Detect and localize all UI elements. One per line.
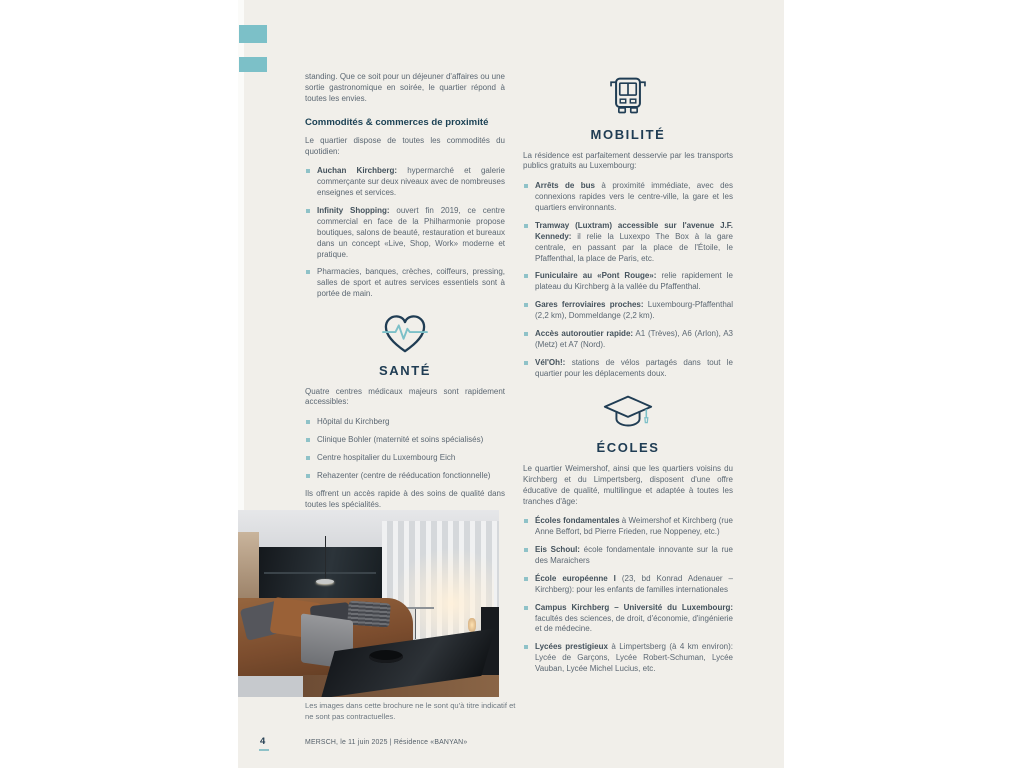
photo-shelf-line <box>264 572 376 574</box>
bullet-square-icon <box>306 438 310 442</box>
sante-title: SANTÉ <box>378 362 432 378</box>
list-item-text: ouvert fin 2019, ce centre commercial en face de la Philharmonie propose boutiques, salons de beauté, restauration et bureaux dans un concept «Live, Shop, Work» moderne et pratique. <box>317 206 506 259</box>
list-item-text: Hôpital du Kirchberg <box>317 417 390 427</box>
list-item-bold: Arrêts de bus <box>535 181 595 191</box>
list-item-text: école fondamentale innovante sur la rue des Maraichers <box>535 545 734 566</box>
sante-section-header <box>305 313 505 380</box>
list-item <box>305 453 505 464</box>
bullet-square-icon <box>524 548 528 552</box>
graduation-cap-icon <box>601 392 655 432</box>
list-item-text: Pharmacies, banques, crèches, coiffeurs, pressing, salles de sport et autres services essentiels sont à portée de main. <box>317 267 505 299</box>
footer-text: MERSCH, le 11 juin 2025 | Résidence «BANYAN» <box>305 739 468 746</box>
commodites-lead: Le quartier dispose de toutes les commodités du quotidien: <box>305 135 505 156</box>
bullet-square-icon <box>306 209 310 213</box>
page-edge-strip <box>238 0 244 510</box>
mobilite-lead: La résidence est parfaitement desservie par les transports publics gratuits au Luxembourg: <box>523 150 733 171</box>
ecoles-lead: Le quartier Weimershof, ainsi que les quartiers voisins du Kirchberg et du Limpertsberg, disposent d'une offre éducative de qualité, multilingue et adaptée à toutes les tranches d'âge: <box>523 463 733 506</box>
list-item-text: (23, bd Konrad Adenauer – Kirchberg): pour les enfants de familles internationales <box>535 573 734 594</box>
bullet-square-icon <box>524 645 528 649</box>
list-item-bold: Vél'Oh!: <box>535 357 566 367</box>
ecoles-section-header <box>523 392 733 457</box>
list-item <box>523 329 733 351</box>
list-item-bold: Infinity Shopping: <box>317 206 390 216</box>
list-item-text: à Weimershof et Kirchberg (rue Anne Beffort, bd Pierre Frieden, rue Noppeney, etc.) <box>535 516 733 537</box>
list-item-bold: Accès autoroutier rapide: <box>535 328 634 338</box>
heart-pulse-icon <box>382 313 428 355</box>
photo-bowl <box>369 650 403 663</box>
brochure-page <box>238 0 784 768</box>
list-item-text: stations de vélos partagés dans tout le quartier pour les déplacements doux. <box>535 357 733 378</box>
list-item-text: Clinique Bohler (maternité et soins spécialisés) <box>317 435 484 445</box>
bullet-square-icon <box>306 420 310 424</box>
page-number: 4 <box>260 736 266 747</box>
bullet-square-icon <box>306 456 310 460</box>
list-item <box>523 358 733 380</box>
list-item <box>305 166 505 199</box>
photo-cushion <box>347 600 390 627</box>
photo-caption: Les images dans cette brochure ne le sont qu'à titre indicatif et ne sont pas contractuelles. <box>305 701 516 721</box>
list-item <box>523 545 733 567</box>
right-column <box>523 60 733 682</box>
list-item <box>305 471 505 482</box>
interior-photo <box>238 510 499 697</box>
mobilite-title: MOBILITÉ <box>590 126 666 142</box>
list-item-text: hypermarché et galerie commerçante sur deux niveaux avec de nombreuses enseignes et services. <box>317 166 505 198</box>
list-item-bold: Auchan Kirchberg: <box>317 166 397 176</box>
commodites-heading: Commodités & commerces de proximité <box>305 116 489 128</box>
bus-icon <box>606 73 650 119</box>
list-item-text: Rehazenter (centre de rééducation fonctionnelle) <box>317 470 491 480</box>
bullet-square-icon <box>524 519 528 523</box>
list-item-bold: Campus Kirchberg – Université du Luxembourg: <box>535 602 733 612</box>
sante-list <box>305 417 505 482</box>
list-item-bold: Tramway (Luxtram) accessible sur l'avenue J.F. Kennedy: <box>535 220 733 241</box>
list-item-text: A1 (Trèves), A6 (Arlon), A3 (Metz) et A7 (Nord). <box>535 328 733 349</box>
list-item <box>523 516 733 538</box>
sante-outro: Ils offrent un accès rapide à des soins de qualité dans toutes les spécialités. <box>305 488 505 509</box>
bullet-square-icon <box>524 606 528 610</box>
list-item-text: à Limpertsberg (à 4 km environ): Lycée de Garçons, Lycée Robert-Schuman, Lycée Vauban, Lycée Michel Lucius, etc. <box>535 642 733 674</box>
bullet-square-icon <box>524 303 528 307</box>
list-item-bold: Gares ferroviaires proches: <box>535 300 644 310</box>
list-item <box>523 574 733 596</box>
list-item-bold: Eis Schoul: <box>535 545 580 555</box>
list-item <box>305 206 505 260</box>
list-item-bold: Funiculaire au «Pont Rouge»: <box>535 271 657 281</box>
ecoles-title: ÉCOLES <box>596 440 660 456</box>
decorative-teal-square-2 <box>239 57 267 72</box>
list-item-text: il relie la Luxexpo The Box à la gare centrale, en passant par la place de l'Étoile, le Pfaffenthal, la place de Paris, etc. <box>535 231 733 263</box>
bullet-square-icon <box>306 474 310 478</box>
list-item-bold: Écoles fondamentales <box>535 516 620 526</box>
intro-paragraph: standing. Que ce soit pour un déjeuner d'affaires ou une sortie gastronomique en soirée, le quartier répond à toutes les envies. <box>305 72 505 103</box>
list-item-bold: Lycées prestigieux <box>535 642 608 652</box>
photo-side-table-leg <box>415 609 416 639</box>
left-column <box>305 72 505 520</box>
list-item-text: Luxembourg-Pfaffenthal (2,2 km), Dommeldange (2,2 km). <box>535 300 734 321</box>
list-item <box>523 603 733 636</box>
list-item <box>523 181 733 214</box>
list-item-text: Centre hospitalier du Luxembourg Eich <box>317 453 456 463</box>
list-item-text: à proximité immédiate, avec des connexions rapides vers le centre-ville, la gare et les quartiers environnants. <box>535 181 733 213</box>
bullet-square-icon <box>524 361 528 365</box>
bullet-square-icon <box>306 169 310 173</box>
list-item-text: facultés des sciences, de droit, d'économie, d'ingénierie et de médecine. <box>535 613 733 634</box>
list-item <box>523 642 733 675</box>
bullet-square-icon <box>306 270 310 274</box>
list-item <box>523 221 733 265</box>
decorative-teal-square-1 <box>239 25 267 43</box>
commodites-list <box>305 166 505 300</box>
bullet-square-icon <box>524 577 528 581</box>
list-item <box>305 435 505 446</box>
page-number-underline <box>259 749 269 751</box>
list-item-bold: École européenne I <box>535 573 616 583</box>
sante-lead: Quatre centres médicaux majeurs sont rapidement accessibles: <box>305 386 505 407</box>
list-item <box>305 417 505 428</box>
list-item <box>305 267 505 300</box>
list-item-text: relie rapidement le plateau du Kirchberg à la vallée du Pfaffenthal. <box>535 271 733 292</box>
mobilite-section-header <box>523 73 733 144</box>
ecoles-list <box>523 516 733 675</box>
mobilite-list <box>523 181 733 379</box>
bullet-square-icon <box>524 224 528 228</box>
bullet-square-icon <box>524 332 528 336</box>
list-item <box>523 271 733 293</box>
list-item <box>523 300 733 322</box>
bullet-square-icon <box>524 274 528 278</box>
photo-pendant-cord <box>325 536 326 581</box>
bullet-square-icon <box>524 184 528 188</box>
